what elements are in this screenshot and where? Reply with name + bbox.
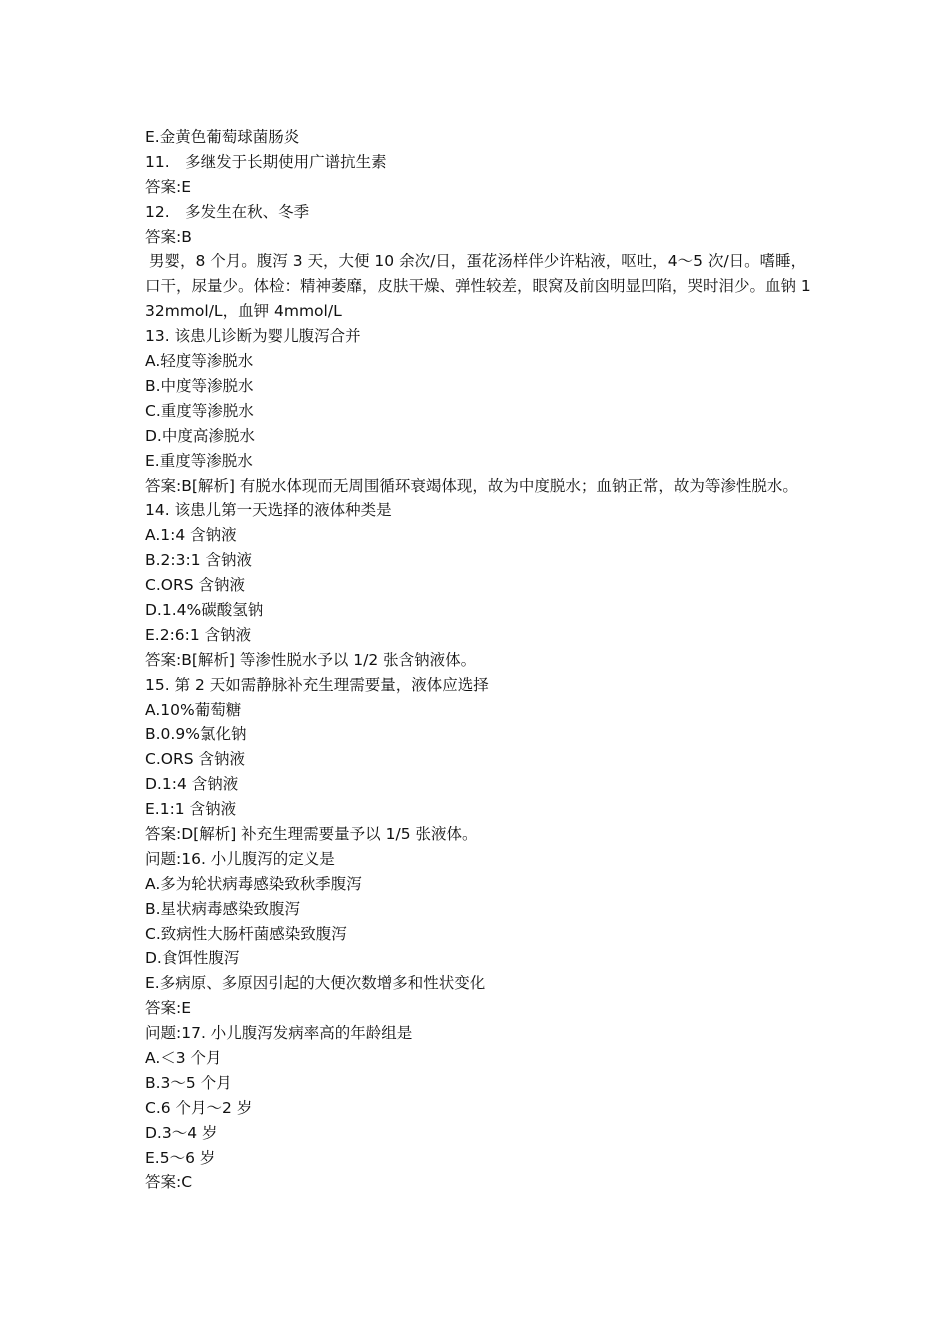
answer-explanation-paragraph: 答案:B[解析] 有脱水体现而无周围循环衰竭体现，故为中度脱水；血钠正常，故为等渗性脱水。 <box>145 476 798 495</box>
option-line: D.食饵性腹泻 <box>145 949 240 968</box>
option-line: E.多病原、多原因引起的大便次数增多和性状变化 <box>145 974 486 993</box>
option-line: E.金黄色葡萄球菌肠炎 <box>145 128 300 146</box>
question-line: 14. 该患儿第一天选择的液体种类是 <box>145 501 392 520</box>
question-line: 13. 该患儿诊断为婴儿腹泻合并 <box>145 327 361 346</box>
option-line: D.3～4 岁 <box>145 1123 218 1142</box>
question-line: 15. 第 2 天如需静脉补充生理需要量，液体应选择 <box>145 675 489 694</box>
option-line: A.1:4 含钠液 <box>145 526 237 545</box>
option-line: C.致病性大肠杆菌感染致腹泻 <box>145 924 347 943</box>
question-line: 12. 多发生在秋、冬季 <box>145 202 310 221</box>
option-line: A.10%葡萄糖 <box>145 700 242 719</box>
option-line: C.6 个月～2 岁 <box>145 1098 253 1117</box>
option-line: D.1.4%碳酸氢钠 <box>145 600 264 619</box>
option-line: E.1:1 含钠液 <box>145 800 237 819</box>
answer-line: 答案:C <box>145 1173 193 1192</box>
option-line: B.2:3:1 含钠液 <box>145 551 253 570</box>
option-line: A.轻度等渗脱水 <box>145 352 254 371</box>
document-body <box>145 125 815 1195</box>
option-line: B.星状病毒感染致腹泻 <box>145 899 301 918</box>
option-line: D.中度高渗脱水 <box>145 426 255 445</box>
option-line: E.2:6:1 含钠液 <box>145 625 252 644</box>
answer-line: 答案:B <box>145 227 192 246</box>
option-line: C.ORS 含钠液 <box>145 750 245 769</box>
option-line: E.5～6 岁 <box>145 1148 216 1167</box>
option-line: A.多为轮状病毒感染致秋季腹泻 <box>145 874 362 893</box>
option-line: D.1:4 含钠液 <box>145 775 239 794</box>
option-line: E.重度等渗脱水 <box>145 451 253 470</box>
option-line: C.ORS 含钠液 <box>145 576 245 595</box>
option-line: B.0.9%氯化钠 <box>145 725 247 744</box>
option-line: B.3～5 个月 <box>145 1073 232 1092</box>
option-line: B.中度等渗脱水 <box>145 376 254 395</box>
answer-line: 答案:E <box>145 177 192 196</box>
answer-line: 答案:E <box>145 999 192 1018</box>
answer-line: 答案:B[解析] 等渗性脱水予以 1/2 张含钠液体。 <box>145 650 477 669</box>
question-line: 问题:17. 小儿腹泻发病率高的年龄组是 <box>145 1024 413 1043</box>
question-line: 11. 多继发于长期使用广谱抗生素 <box>145 152 387 171</box>
option-line: C.重度等渗脱水 <box>145 401 254 420</box>
option-line: A.＜3 个月 <box>145 1049 222 1068</box>
case-description-paragraph: 男婴，8 个月。腹泻 3 天，大便 10 余次/日，蛋花汤样伴少许粘液，呕吐，4～5 次/日。嗜睡，口干，尿量少。体检：精神萎靡，皮肤干燥、弹性较差，眼窝及前囟明显凹陷，哭时泪少。血钠 132mmol/L，血钾 4mmol/L <box>145 252 811 321</box>
answer-line: 答案:D[解析] 补充生理需要量予以 1/5 张液体。 <box>145 825 478 843</box>
question-line: 问题:16. 小儿腹泻的定义是 <box>145 849 335 868</box>
